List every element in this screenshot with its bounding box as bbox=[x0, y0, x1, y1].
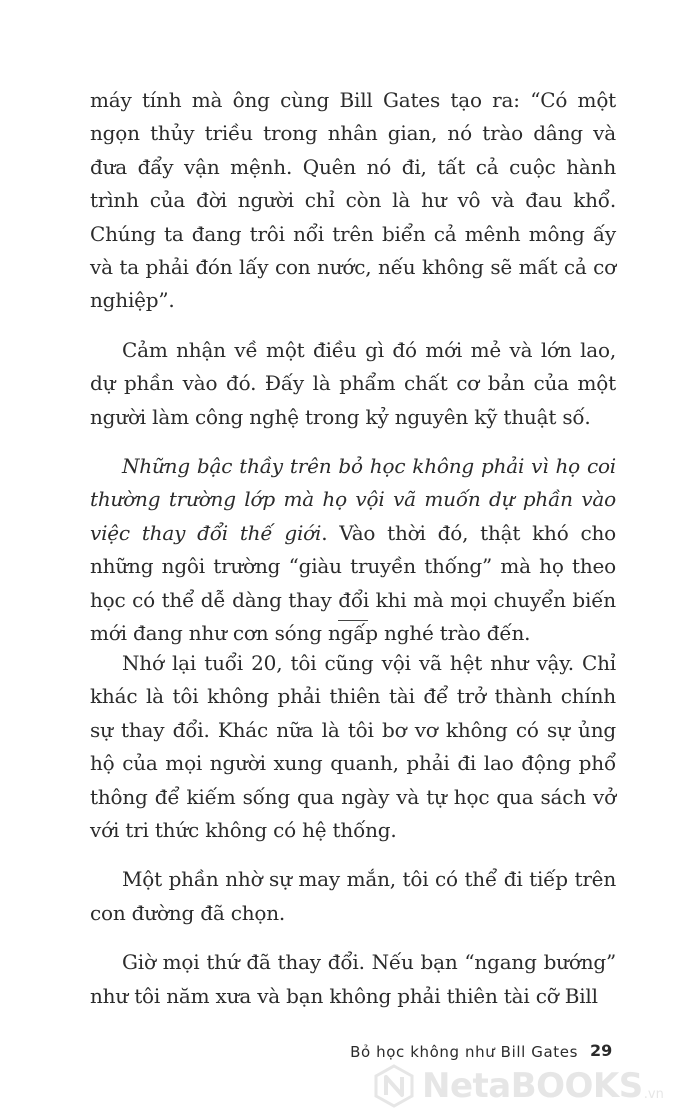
watermark-text: NetaBOOKS bbox=[422, 1066, 643, 1106]
page-number: 29 bbox=[590, 1041, 613, 1060]
paragraph: Nhớ lại tuổi 20, tôi cũng vội vã hệt như vậy. Chỉ khác là tôi không phải thiên tài để trở thành chính sự thay đổi. Khác nữa là tôi bơ vơ không có sự ủng hộ của mọi người xung quanh, phải đi lao động phổ thông để kiếm sống qua ngày và tự học qua sách vở với tri thức không có hệ thống. bbox=[90, 651, 616, 843]
paragraph: Cảm nhận về một điều gì đó mới mẻ và lớn lao, dự phần vào đó. Đấy là phẩm chất cơ bản của một người làm công nghệ trong kỷ nguyên kỹ thuật số. bbox=[90, 337, 616, 429]
watermark bbox=[372, 1060, 692, 1112]
paragraph-continuation: máy tính mà ông cùng Bill Gates tạo ra: “Có một ngọn thủy triều trong nhân gian, nó trào dâng và đưa đẩy vận mệnh. Quên nó đi, tất cả cuộc hành trình của đời người chỉ còn là hư vô và đau khổ. Chúng ta đang trôi nổi trên biển cả mênh mông ấy và ta phải đón lấy con nước, nếu không sẽ mất cả cơ nghiệp”. bbox=[90, 88, 616, 313]
netabooks-logo-icon bbox=[372, 1064, 416, 1108]
running-title: Bỏ học không như Bill Gates bbox=[350, 1043, 578, 1061]
paragraph: Một phần nhờ sự may mắn, tôi có thể đi tiếp trên con đường đã chọn. bbox=[90, 867, 616, 925]
section-divider bbox=[338, 620, 368, 621]
paragraph: Giờ mọi thứ đã thay đổi. Nếu bạn “ngang bướng” như tôi năm xưa và bạn không phải thiên tài cỡ Bill bbox=[90, 950, 616, 1008]
italic-phrase: Những bậc thầy trên bỏ học không phải vì họ coi thường trường lớp mà họ vội vã muốn dự phần vào việc thay đổi thế giới bbox=[90, 454, 616, 545]
text-section-top bbox=[90, 84, 616, 667]
watermark-domain: .vn bbox=[643, 1087, 664, 1102]
paragraph-remainder: . Vào thời đó, thật khó cho những ngôi trường “giàu truyền thống” mà họ theo học có thể dễ dàng thay đổi khi mà mọi chuyển biến mới đang như cơn sóng ngấp nghé trào đến. bbox=[90, 520, 617, 646]
text-section-bottom bbox=[90, 647, 616, 1029]
